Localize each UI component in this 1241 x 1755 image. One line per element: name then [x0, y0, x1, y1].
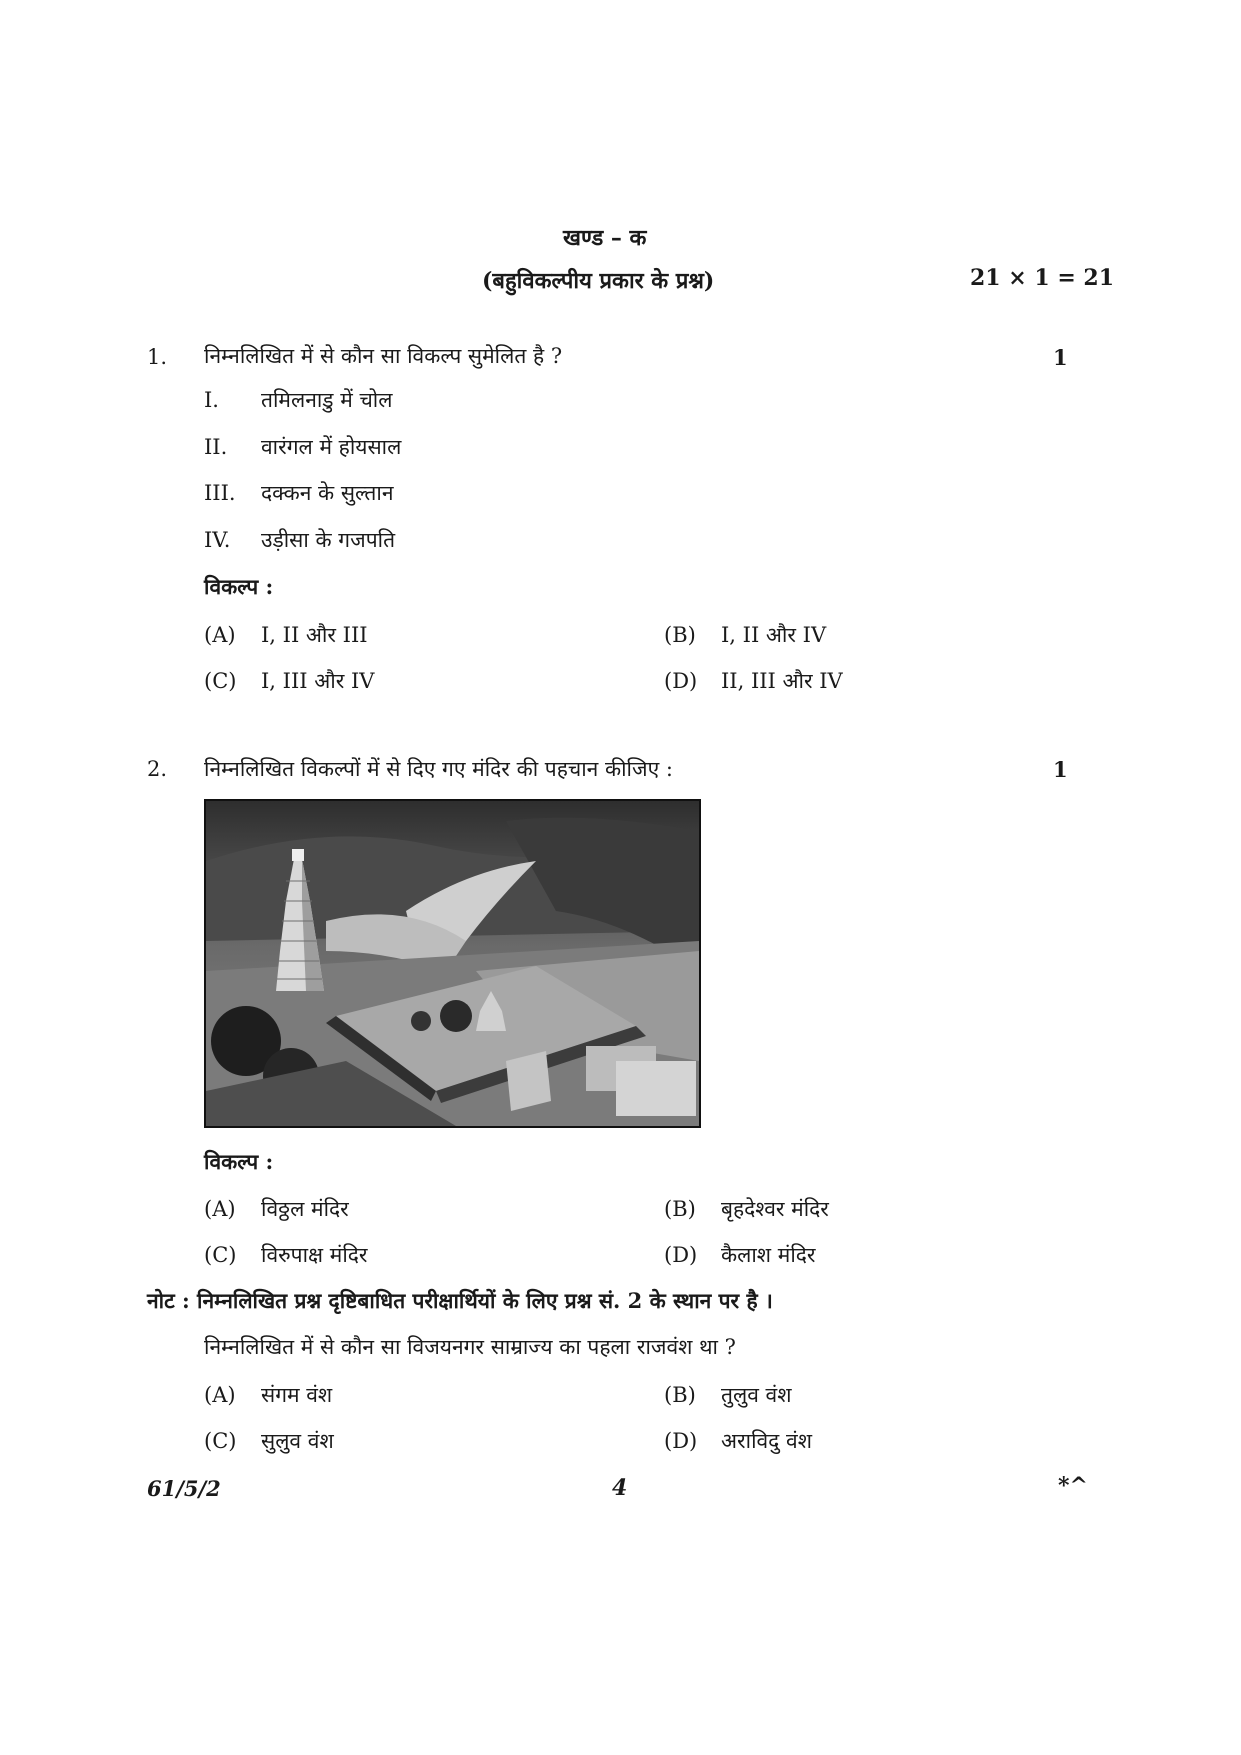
statement-label: III.	[204, 481, 236, 505]
question-number: 2.	[147, 757, 168, 781]
option-label: (C)	[204, 669, 237, 693]
option-text: तुलुव वंश	[721, 1383, 792, 1407]
note-text: नोट : निम्नलिखित प्रश्न दृष्टिबाधित परीक्षार्थियों के लिए प्रश्न सं. 2 के स्थान पर है ।	[147, 1288, 773, 1313]
statement-label: II.	[204, 435, 228, 459]
option-label: (D)	[664, 1243, 698, 1267]
option-text: I, II और III	[261, 623, 368, 647]
question-text: निम्नलिखित में से कौन सा विकल्प सुमेलित है ?	[204, 344, 563, 368]
option-label: (B)	[664, 1383, 696, 1407]
page-number: 4	[612, 1475, 628, 1501]
option-label: (A)	[204, 1197, 236, 1221]
statement-text: दक्कन के सुल्तान	[261, 481, 394, 505]
section-title: खण्ड – क	[563, 225, 647, 251]
option-label: (D)	[664, 669, 698, 693]
option-text: विठ्ठल मंदिर	[261, 1197, 349, 1221]
option-text: बृहदेश्वर मंदिर	[721, 1197, 829, 1221]
options-heading: विकल्प :	[204, 1149, 274, 1174]
statement-label: IV.	[204, 528, 231, 552]
option-text: अराविदु वंश	[721, 1429, 812, 1453]
option-text: I, III और IV	[261, 669, 375, 693]
statement-text: वारंगल में होयसाल	[261, 435, 402, 459]
option-label: (A)	[204, 1383, 236, 1407]
option-text: II, III और IV	[721, 669, 843, 693]
question-marks: 1	[1053, 757, 1068, 782]
option-text: संगम वंश	[261, 1383, 333, 1407]
option-label: (A)	[204, 623, 236, 647]
question-text: निम्नलिखित विकल्पों में से दिए गए मंदिर की पहचान कीजिए :	[204, 757, 673, 781]
paper-code: 61/5/2	[147, 1476, 221, 1501]
option-label: (D)	[664, 1429, 698, 1453]
note-question: निम्नलिखित में से कौन सा विजयनगर साम्राज्य का पहला राजवंश था ?	[204, 1335, 736, 1359]
options-heading: विकल्प :	[204, 574, 274, 599]
marks-formula: 21 × 1 = 21	[970, 265, 1115, 291]
temple-photo	[204, 799, 701, 1128]
footer-mark: *^	[1058, 1473, 1088, 1499]
option-label: (C)	[204, 1243, 237, 1267]
option-text: I, II और IV	[721, 623, 827, 647]
option-label: (C)	[204, 1429, 237, 1453]
option-text: सुलुव वंश	[261, 1429, 334, 1453]
question-number: 1.	[147, 345, 168, 369]
option-text: विरुपाक्ष मंदिर	[261, 1243, 368, 1267]
question-marks: 1	[1053, 345, 1068, 370]
option-label: (B)	[664, 1197, 696, 1221]
section-subtitle: (बहुविकल्पीय प्रकार के प्रश्न)	[482, 268, 715, 294]
option-text: कैलाश मंदिर	[721, 1243, 816, 1267]
statement-label: I.	[204, 388, 219, 412]
option-label: (B)	[664, 623, 696, 647]
statement-text: तमिलनाडु में चोल	[261, 388, 393, 412]
statement-text: उड़ीसा के गजपति	[261, 528, 396, 552]
